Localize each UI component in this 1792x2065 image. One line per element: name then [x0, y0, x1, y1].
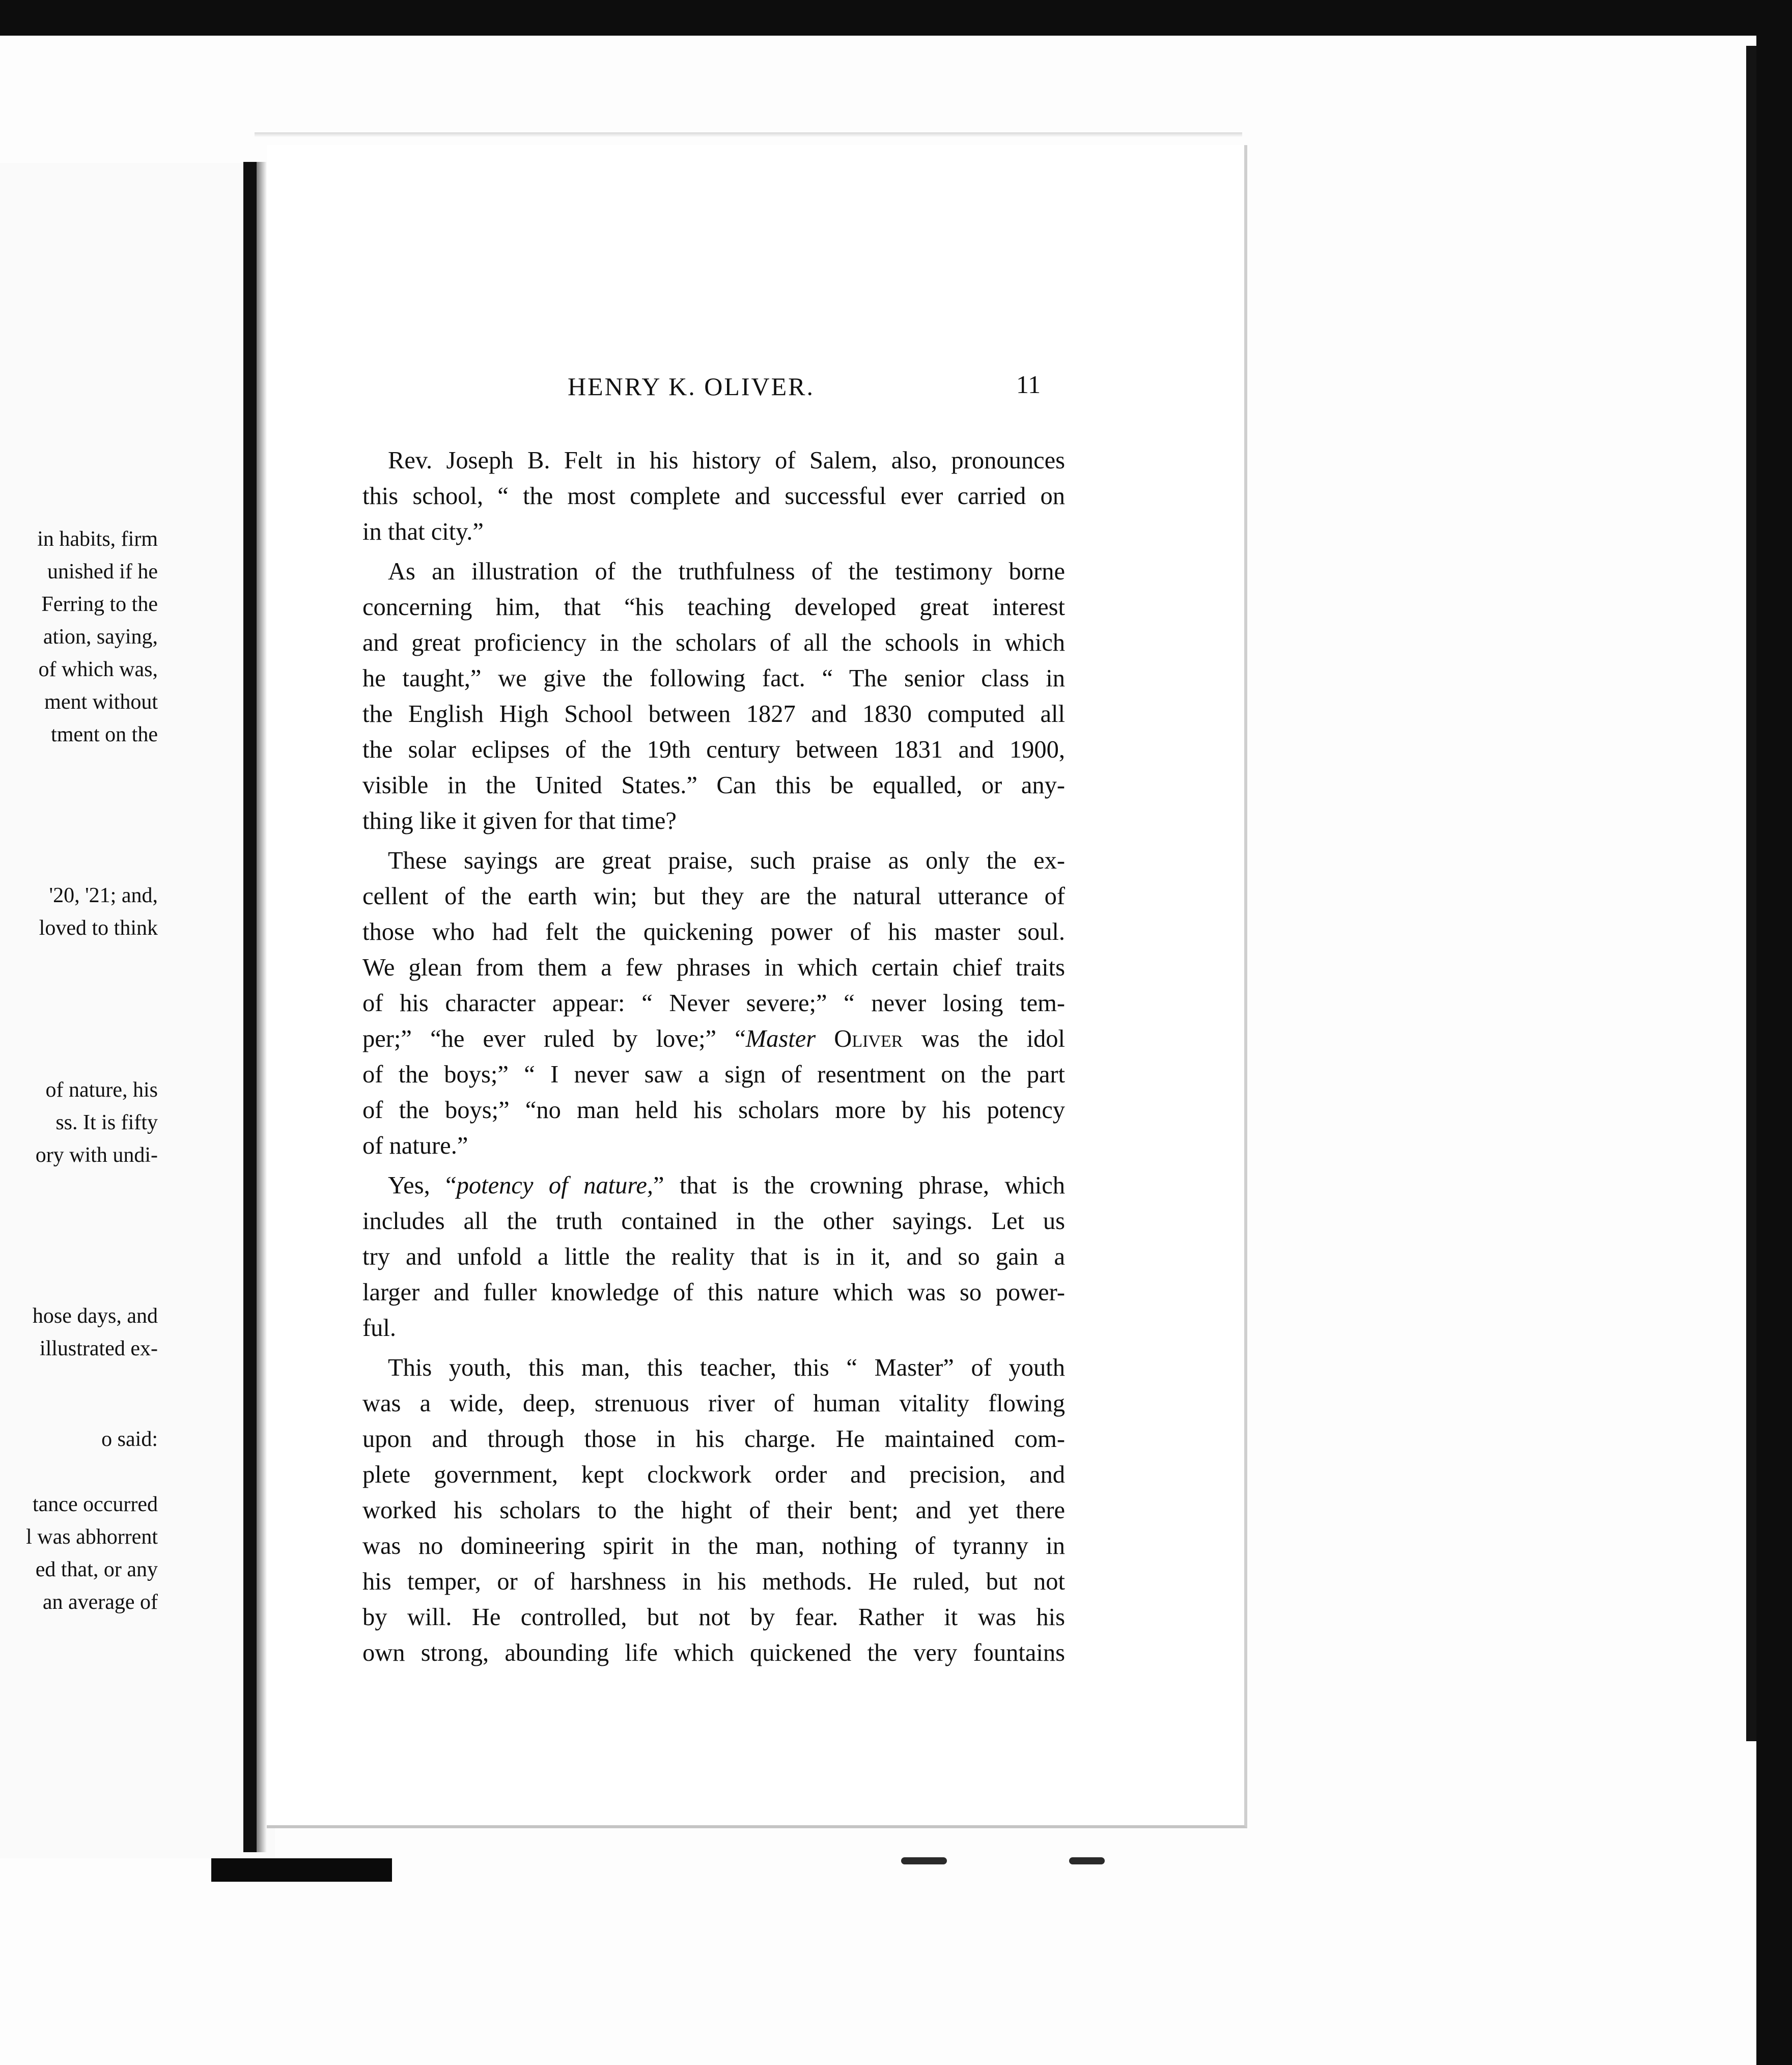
text-segment: Yes, “: [388, 1172, 457, 1199]
left-page-line: an average of: [42, 1590, 158, 1614]
page-number: 11: [1016, 370, 1041, 399]
text-line-mixed: [362, 1168, 1065, 1204]
text-segment: was the idol: [903, 1025, 1065, 1052]
left-page-line: Ferring to the: [41, 593, 158, 616]
left-page-line: of which was,: [38, 658, 158, 681]
text-line: ful.: [362, 1315, 397, 1342]
text-line: of nature.”: [362, 1132, 468, 1159]
left-page-line: l was abhorrent: [26, 1525, 158, 1549]
text-line: try and unfold a little the reality that is in it, and so gain a: [362, 1243, 1065, 1270]
scan-smudge: [1069, 1857, 1105, 1864]
left-page-line: unished if he: [47, 560, 158, 583]
left-page-line: '20, '21; and,: [49, 884, 158, 907]
text-line: those who had felt the quickening power of his master soul.: [362, 918, 1065, 945]
left-page-line: tment on the: [51, 723, 158, 746]
scan-smudge: [901, 1857, 947, 1864]
left-page-line: ory with undi-: [35, 1143, 158, 1167]
text-line: the English High School between 1827 and 1830 computed all: [362, 701, 1065, 728]
left-facing-page: [0, 163, 275, 1858]
text-line: and great proficiency in the scholars of all the schools in which: [362, 629, 1065, 656]
bottom-black-tab: [211, 1858, 392, 1882]
text-line: of his character appear: “ Never severe;” “ never losing tem-: [362, 990, 1065, 1017]
left-page-line: ment without: [44, 690, 158, 714]
scan-border-right: [1756, 0, 1792, 2065]
left-page-line: loved to think: [39, 916, 158, 940]
text-line: was a wide, deep, strenuous river of human vitality flowing: [362, 1390, 1065, 1417]
running-head: HENRY K. OLIVER.: [568, 372, 815, 401]
text-line: These sayings are great praise, such praise as only the ex-: [388, 847, 1065, 874]
left-page-line: o said:: [101, 1428, 158, 1451]
text-segment-italic: Master: [745, 1025, 816, 1052]
text-line: Rev. Joseph B. Felt in his history of Salem, also, pronounces: [388, 447, 1065, 474]
text-line: cellent of the earth win; but they are the natural utterance of: [362, 883, 1065, 910]
left-page-line: hose days, and: [32, 1304, 158, 1328]
text-line: this school, “ the most complete and successful ever carried on: [362, 483, 1065, 510]
text-line: he taught,” we give the following fact. “ The senior class in: [362, 665, 1065, 692]
text-segment-italic: potency of nature,: [456, 1172, 654, 1199]
text-line: larger and fuller knowledge of this nature which was so power-: [362, 1279, 1065, 1306]
text-line: was no domineering spirit in the man, nothing of tyranny in: [362, 1532, 1065, 1559]
text-segment-small-caps: Oliver: [816, 1025, 903, 1052]
text-segment: ” that is the crowning phrase, which: [653, 1172, 1065, 1199]
text-line: upon and through those in his charge. He maintained com-: [362, 1426, 1065, 1453]
left-page-line: ation, saying,: [43, 625, 158, 649]
book-edge-shadow: [1746, 46, 1756, 1741]
left-page-line: of nature, his: [45, 1078, 158, 1102]
text-segment: per;” “he ever ruled by love;” “: [362, 1025, 746, 1052]
left-page-line: tance occurred: [33, 1493, 158, 1516]
text-line: visible in the United States.” Can this be equalled, or any-: [362, 772, 1065, 799]
text-line: of the boys;” “no man held his scholars more by his potency: [362, 1097, 1065, 1124]
text-line: We glean from them a few phrases in which certain chief traits: [362, 954, 1065, 981]
body-text: [362, 443, 1065, 1671]
text-line: worked his scholars to the hight of their bent; and yet there: [362, 1497, 1065, 1524]
text-line: thing like it given for that time?: [362, 807, 677, 834]
text-line-mixed: [362, 1021, 1065, 1057]
text-line: This youth, this man, this teacher, this “ Master” of youth: [388, 1354, 1065, 1381]
text-line: by will. He controlled, but not by fear. Rather it was his: [362, 1604, 1065, 1631]
text-line: own strong, abounding life which quickened the very fountains: [362, 1639, 1065, 1666]
text-line: concerning him, that “his teaching developed great interest: [362, 594, 1065, 621]
page-top-edge: [255, 132, 1242, 137]
text-line: the solar eclipses of the 19th century between 1831 and 1900,: [362, 736, 1065, 763]
text-line: includes all the truth contained in the other sayings. Let us: [362, 1208, 1065, 1235]
left-page-line: ed that, or any: [35, 1558, 158, 1581]
left-page-line: illustrated ex-: [39, 1337, 158, 1360]
text-line: in that city.”: [362, 518, 484, 545]
gutter-shadow: [257, 162, 267, 1852]
text-line: of the boys;” “ I never saw a sign of resentment on the part: [362, 1061, 1065, 1088]
left-page-line: ss. It is fifty: [55, 1111, 158, 1134]
text-line: plete government, kept clockwork order and precision, and: [362, 1461, 1065, 1488]
book-gutter: [243, 162, 257, 1852]
text-line: As an illustration of the truthfulness of the testimony borne: [388, 558, 1065, 585]
text-line: his temper, or of harshness in his methods. He ruled, but not: [362, 1568, 1065, 1595]
left-page-line: in habits, firm: [37, 527, 158, 551]
scan-border-top: [0, 0, 1792, 36]
